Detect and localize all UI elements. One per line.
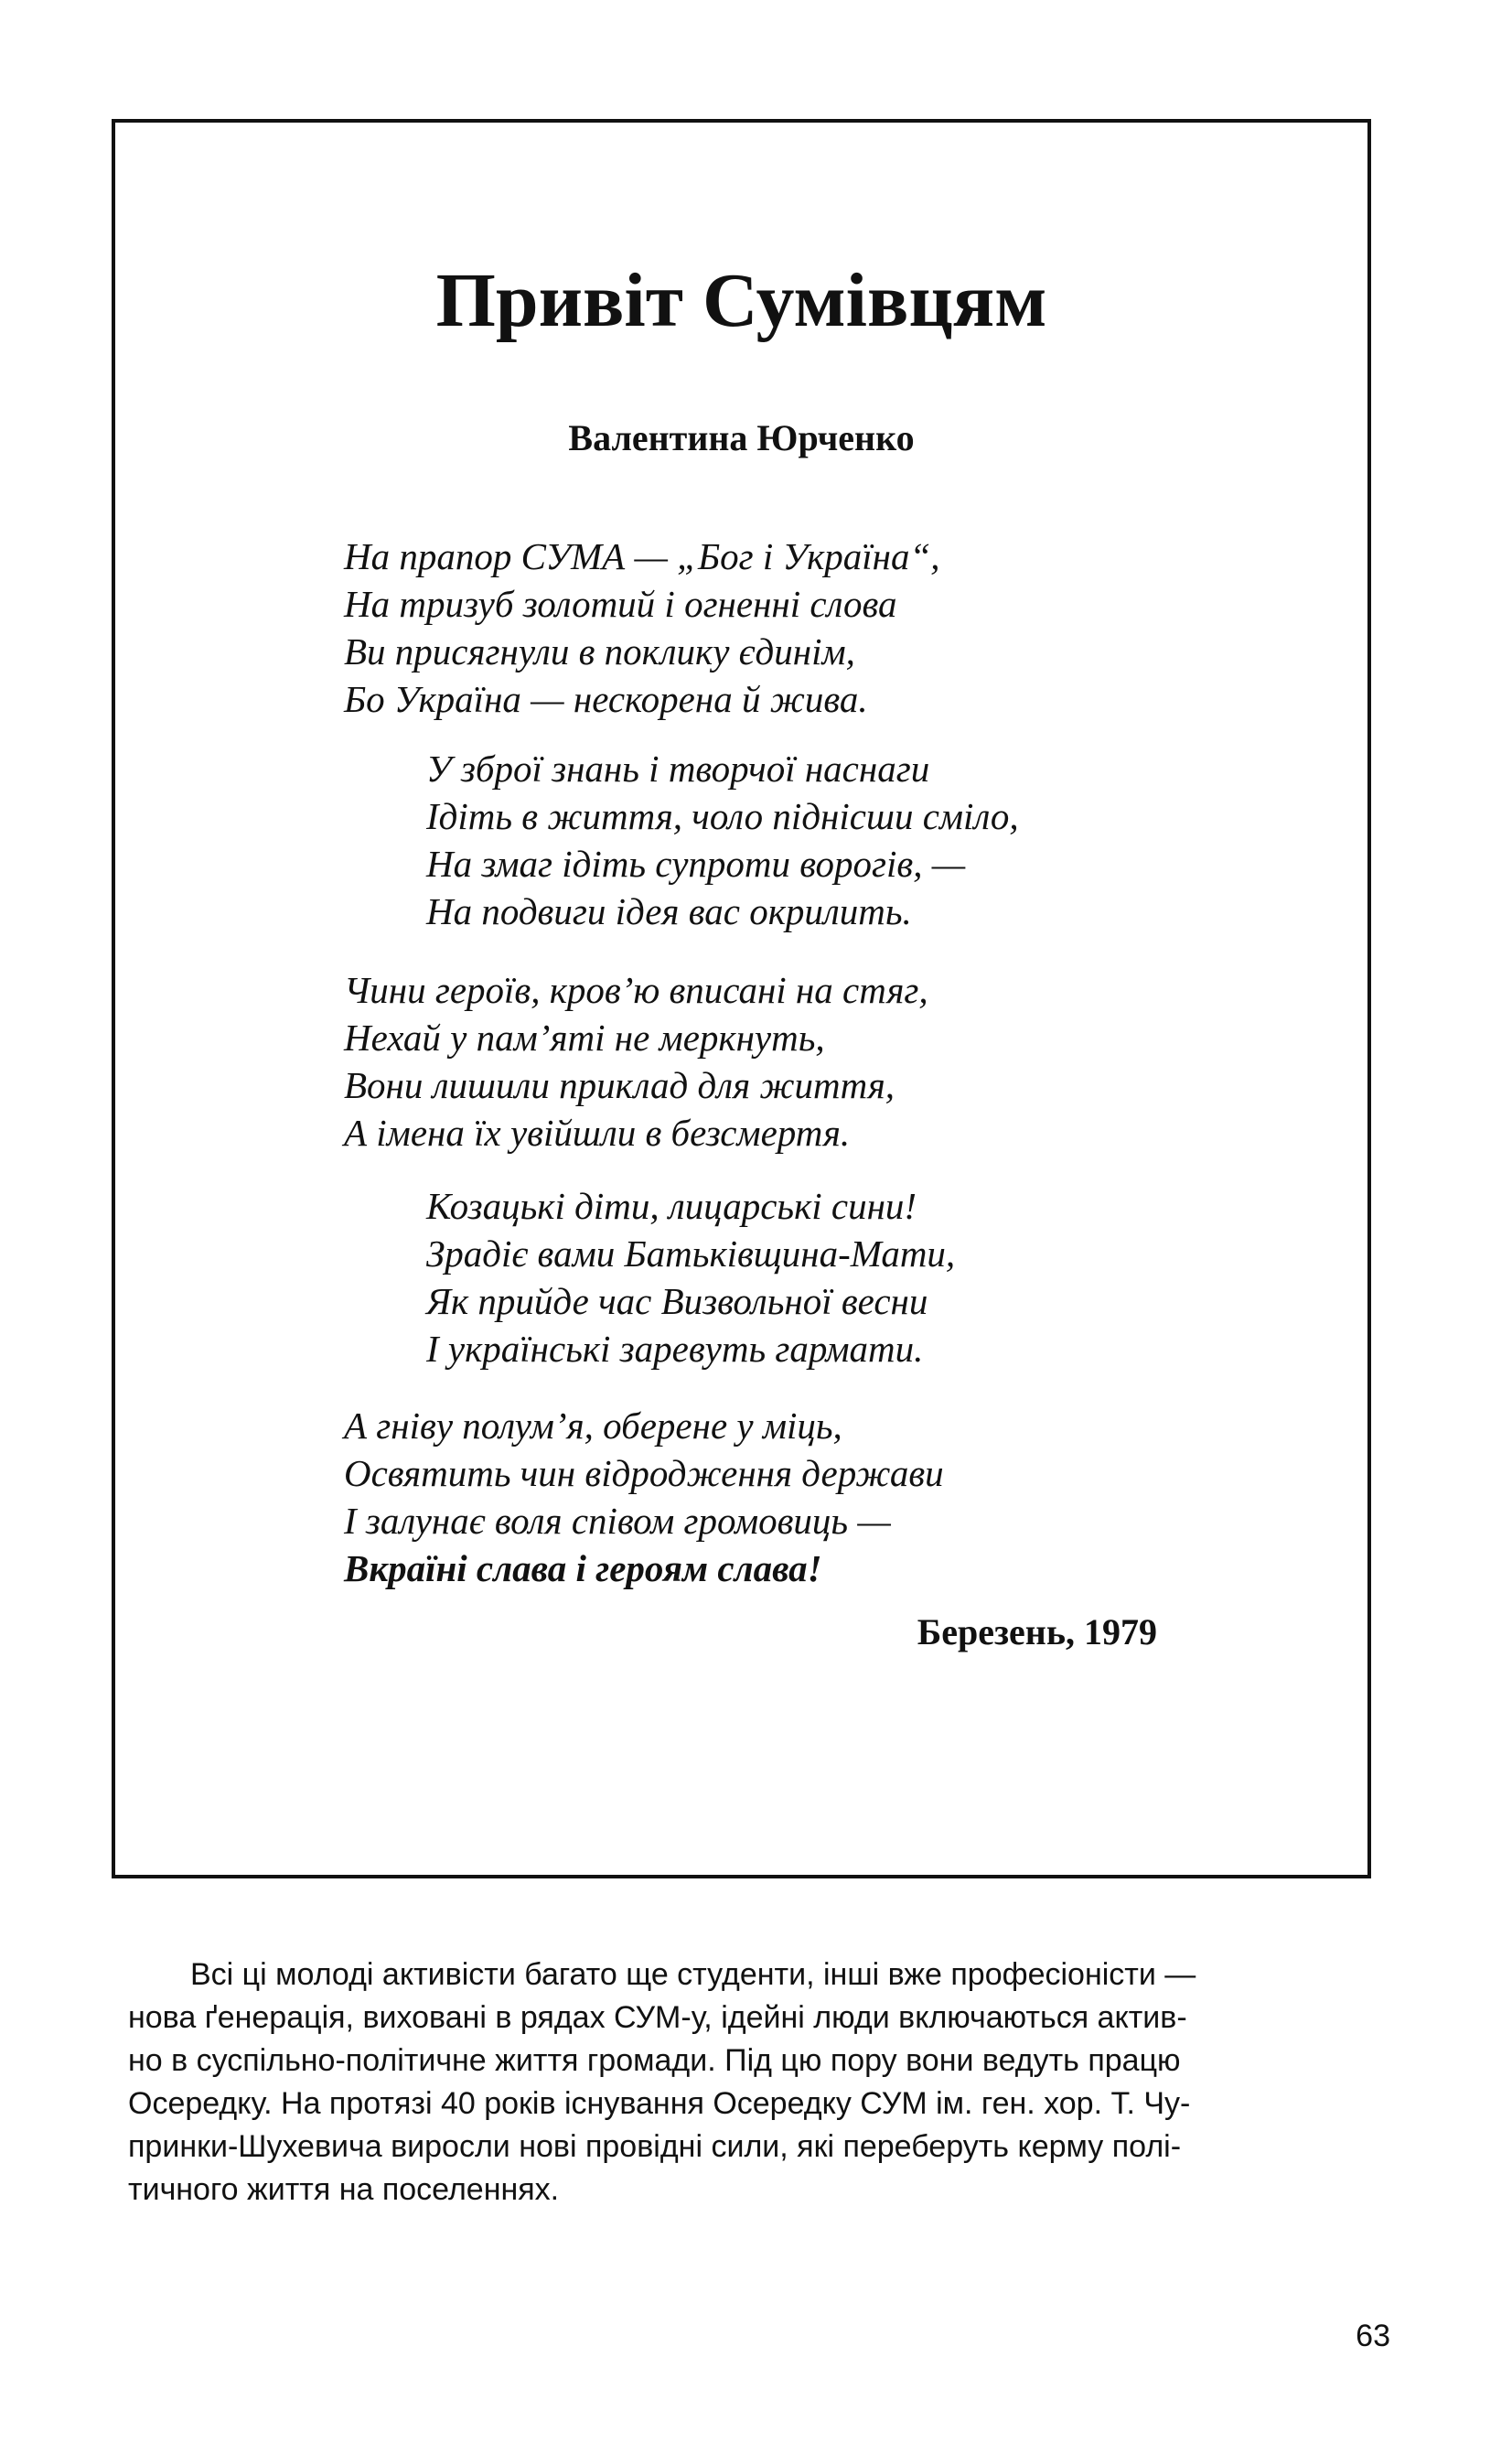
poem-line: Ідіть в життя, чоло піднісши сміло, (426, 795, 1019, 837)
poem-line: А імена їх увійшли в безсмертя. (344, 1112, 851, 1154)
poem-line: Козацькі діти, лицарські сини! (426, 1185, 917, 1227)
poem-stanza (344, 966, 928, 1157)
poem-line: Зрадіє вами Батьківщина-Мати, (426, 1232, 956, 1275)
poem-line: Вони лишили приклад для життя, (344, 1064, 895, 1106)
poem-stanza (344, 533, 940, 723)
poem-stanza (426, 1182, 955, 1372)
poem-frame (112, 119, 1371, 1878)
poem-line: Ви присягнули в поклику єдинім, (344, 630, 855, 673)
paragraph-line: но в суспільно-політичне життя громади. Під цю пору вони ведуть працю (128, 2043, 1181, 2078)
poem-line: На прапор СУМА — „Бог і Україна“, (344, 535, 940, 577)
paragraph-line: тичного життя на поселеннях. (128, 2172, 560, 2207)
paragraph-line: нова ґенерація, виховані в рядах СУМ-у, ідейні люди включаються актив- (128, 2000, 1187, 2035)
paragraph-line: принки-Шухевича виросли нові провідні сили, які переберуть керму полі- (128, 2129, 1182, 2164)
poem-line: Вкраїні слава і героям слава! (344, 1547, 822, 1589)
poem-line: І залунає воля співом громовиць — (344, 1500, 891, 1542)
poem-line: Освятить чин відродження держави (344, 1452, 944, 1494)
poem-date: Березень, 1979 (917, 1611, 1157, 1652)
poem-line: Нехай у пам’яті не меркнуть, (344, 1017, 825, 1059)
poem-stanza (426, 745, 1019, 935)
poem-title: Привіт Сумівцям (435, 258, 1047, 343)
poem-stanza (344, 1402, 944, 1592)
poem-line: Бо Україна — нескорена й жива. (344, 678, 868, 720)
poem-line: І українські заревуть гармати. (426, 1328, 924, 1370)
poem-line: А гніву полум’я, оберене у міць, (344, 1404, 842, 1447)
poem-line: На змаг ідіть супроти ворогів, — (426, 843, 966, 885)
page-number: 63 (1356, 2319, 1390, 2353)
body-paragraph (128, 1953, 1390, 2212)
poem-line: Як прийде час Визвольної весни (426, 1280, 928, 1322)
poem-line: Чини героїв, кров’ю вписані на стяг, (344, 969, 928, 1011)
poem-line: На подвиги ідея вас окрилить. (426, 890, 912, 932)
poem-line: У зброї знань і творчої наснаги (426, 748, 930, 790)
paragraph-line: Осередку. На протязі 40 років існування Осередку СУМ ім. ген. хор. Т. Чу- (128, 2086, 1191, 2121)
paragraph-line: Всі ці молоді активісти багато ще студенти, інші вже професіоністи — (190, 1957, 1196, 1992)
poem-line: На тризуб золотий і огненні слова (344, 583, 897, 625)
poem-author: Валентина Юрченко (568, 417, 915, 458)
